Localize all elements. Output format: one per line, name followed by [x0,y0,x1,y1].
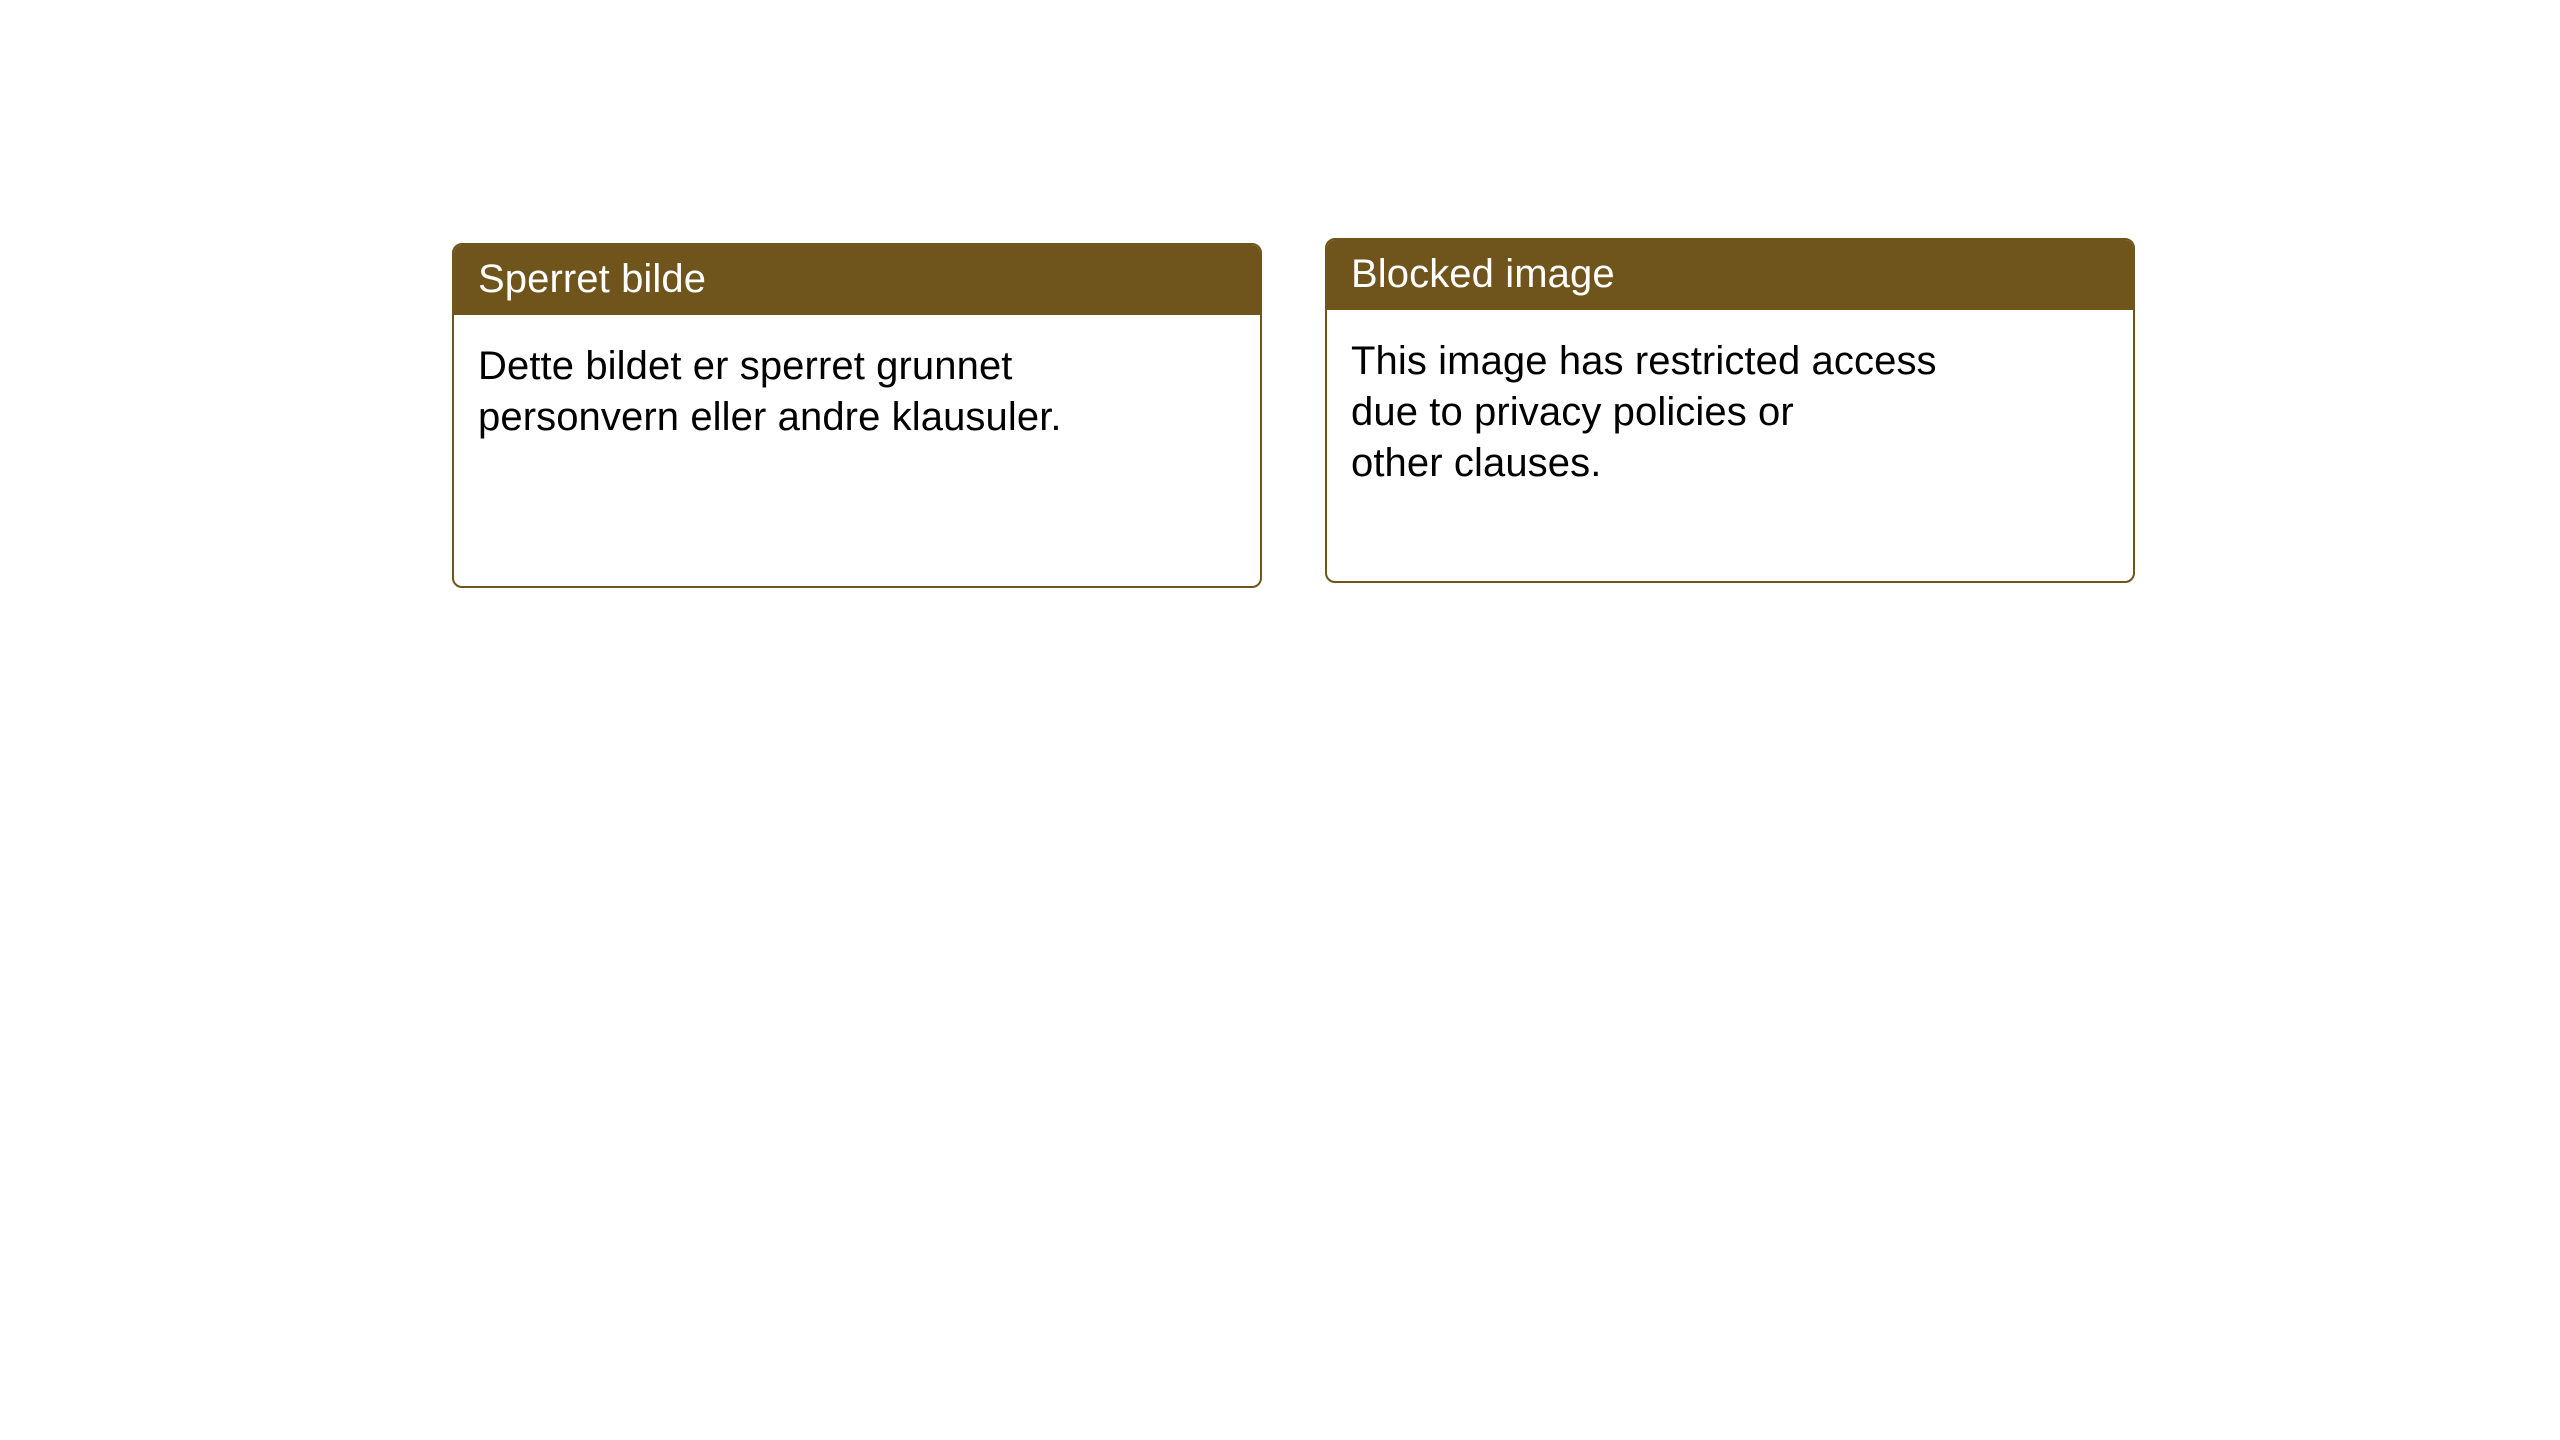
notice-body-line: Dette bildet er sperret grunnet [478,344,1013,388]
notice-body-no [454,315,1260,443]
notice-title-no: Sperret bilde [454,245,1260,315]
notice-body-line: due to privacy policies or [1351,390,1794,435]
notice-body-en [1327,310,2133,490]
notice-body-line: This image has restricted access [1351,339,1937,383]
blocked-image-notice-en [1325,238,2135,583]
notice-body-line: other clauses. [1351,441,1602,486]
notice-body-line: personvern eller andre klausuler. [478,395,1062,440]
blocked-image-notice-no [452,243,1262,588]
notice-title-en: Blocked image [1327,240,2133,310]
